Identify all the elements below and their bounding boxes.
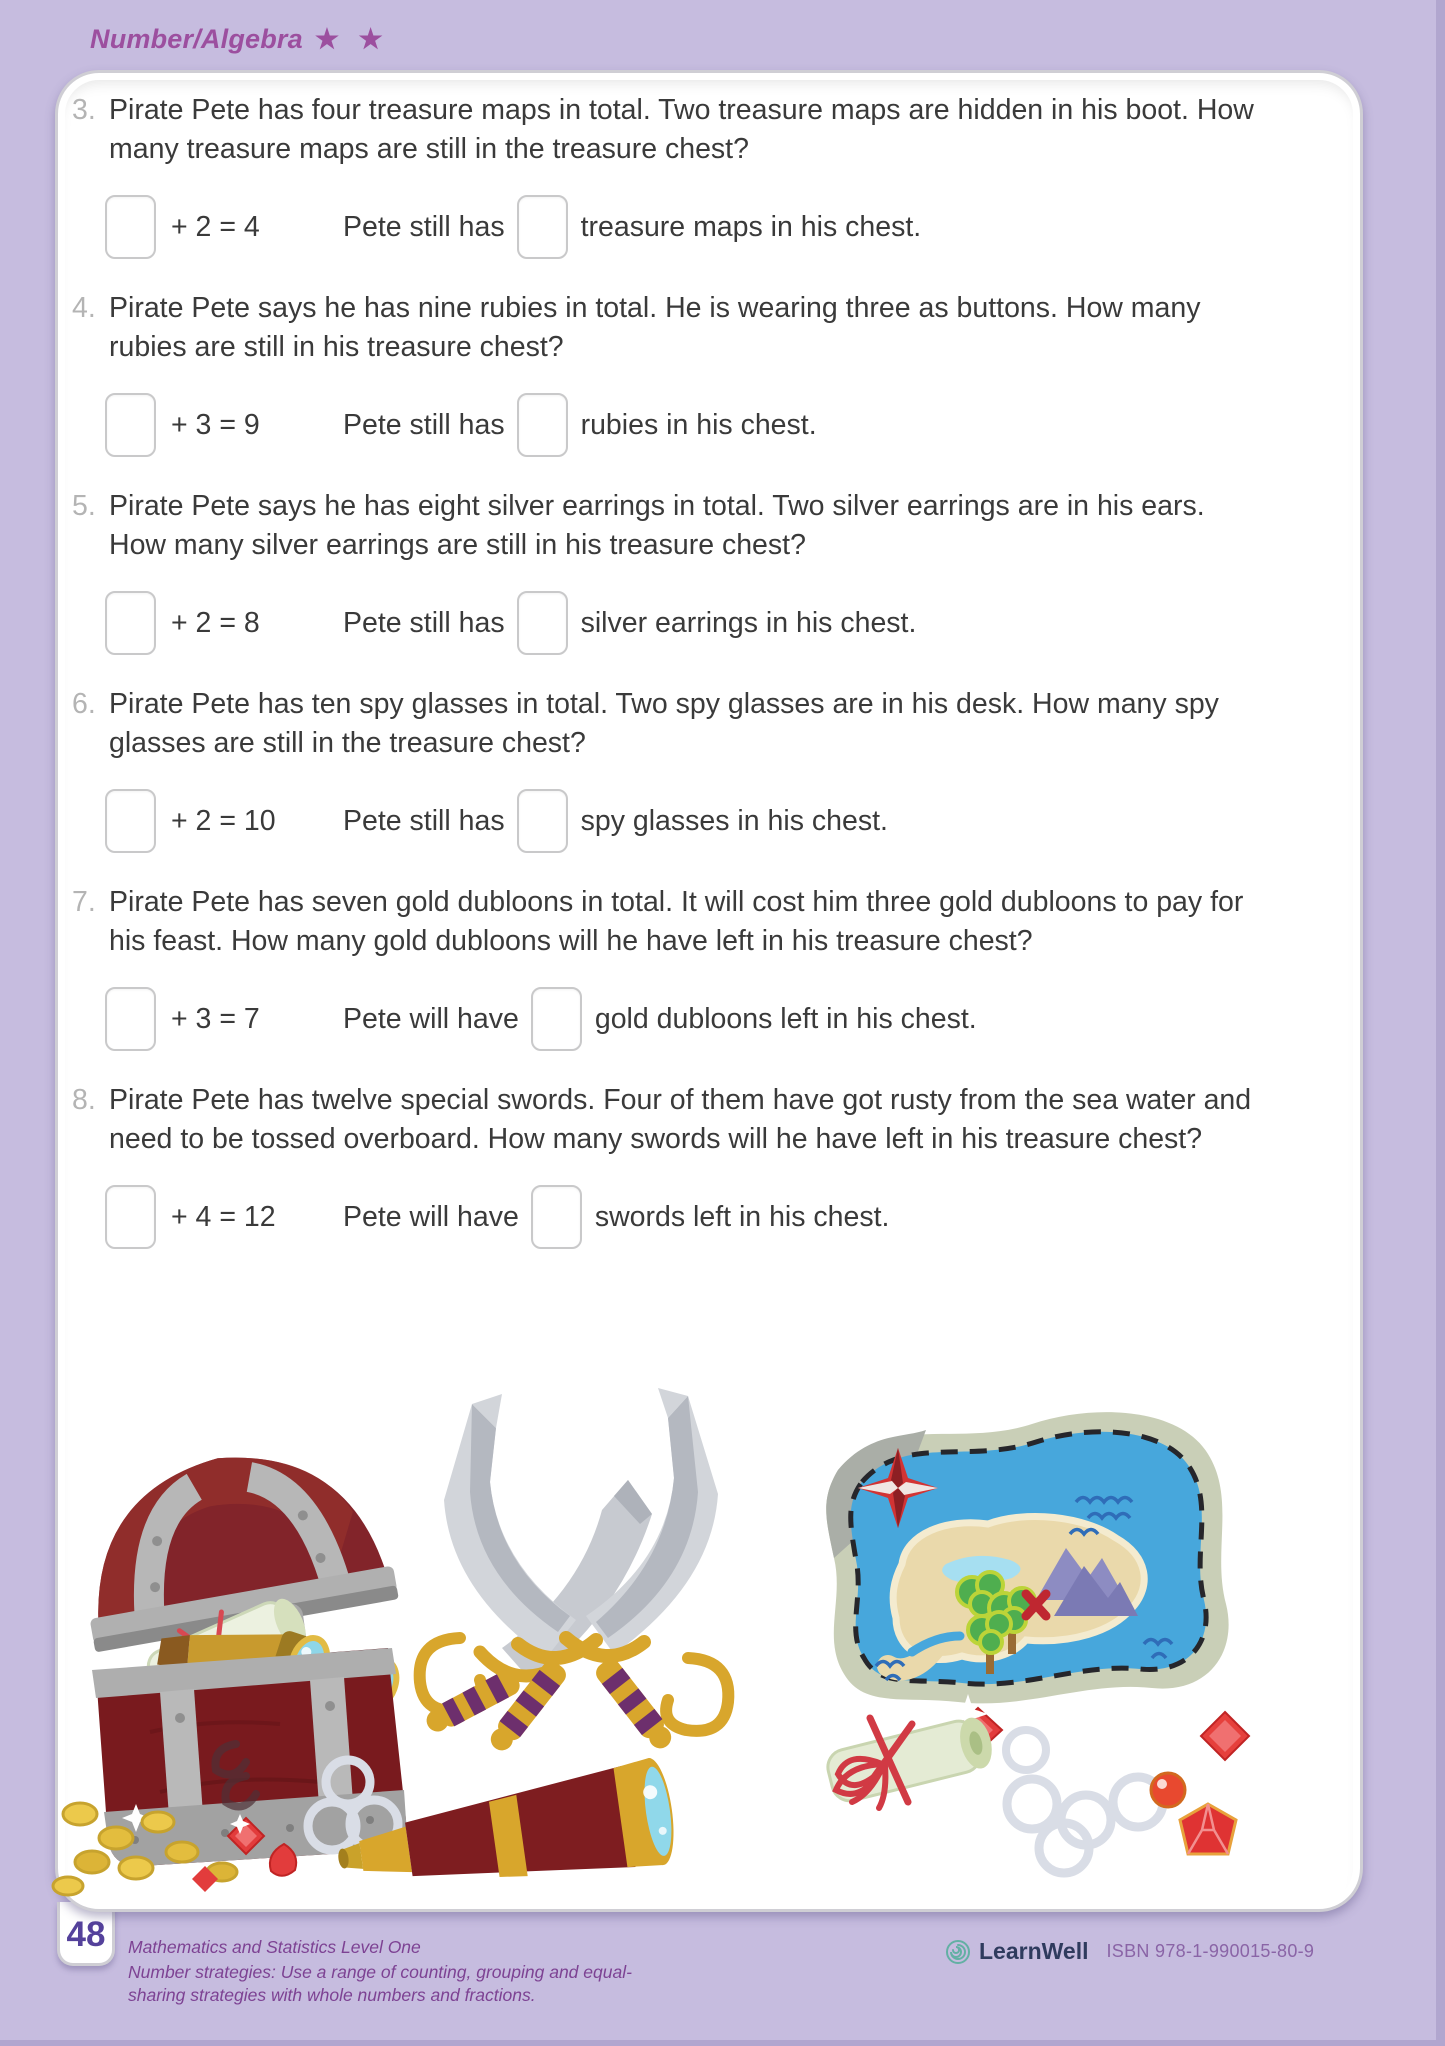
answer-box-equation[interactable] <box>105 789 156 853</box>
question-5 <box>72 487 1312 655</box>
answer-suffix: silver earrings in his chest. <box>580 606 917 639</box>
sparkle-icon <box>667 1770 697 1800</box>
question-number: 7. <box>72 886 96 918</box>
page-edge-shade <box>1436 0 1445 2046</box>
equation-text: + 4 = 12 <box>171 1200 276 1233</box>
strategy-line: Number strategies: Use a range of counting, grouping and equal- <box>128 1962 632 1982</box>
question-number: 6. <box>72 688 96 720</box>
answer-box-count[interactable] <box>517 393 568 457</box>
learnwell-logo-icon <box>945 1939 971 1965</box>
question-text: Pirate Pete has ten spy glasses in total. Two spy glasses are in his desk. How many spy glasses are still in the treasure chest? <box>109 688 1219 759</box>
strategy-line: sharing strategies with whole numbers and fractions. <box>128 1985 536 2005</box>
strand-title: Number/Algebra <box>90 24 303 54</box>
answer-box-equation[interactable] <box>105 393 156 457</box>
equation-text: + 2 = 10 <box>171 804 276 837</box>
question-number: 3. <box>72 94 96 126</box>
page-number: 48 <box>66 1915 106 1954</box>
answer-prefix: Pete still has <box>343 804 505 837</box>
question-8 <box>72 1081 1312 1249</box>
question-3 <box>72 91 1312 259</box>
question-7 <box>72 883 1312 1051</box>
question-text: Pirate Pete says he has eight silver earrings in total. Two silver earrings are in his ears. How many silver earrings are still in his treasure chest? <box>109 490 1205 561</box>
answer-box-equation[interactable] <box>105 591 156 655</box>
answer-prefix: Pete will have <box>343 1002 519 1035</box>
footer-credits <box>128 1936 632 2007</box>
crossed-swords-icon <box>420 1388 729 1756</box>
answer-prefix: Pete still has <box>343 408 505 441</box>
answer-row <box>105 195 1312 259</box>
question-6 <box>72 685 1312 853</box>
equation-text: + 3 = 9 <box>171 408 260 441</box>
question-text: Pirate Pete has four treasure maps in total. Two treasure maps are hidden in his boot. How many treasure maps are still in the treasure chest? <box>109 94 1254 165</box>
answer-row <box>105 591 1312 655</box>
answer-box-equation[interactable] <box>105 195 156 259</box>
answer-box-count[interactable] <box>531 1185 582 1249</box>
publisher-name: LearnWell <box>979 1938 1089 1964</box>
isbn-text: ISBN 978-1-990015-80-9 <box>1106 1941 1315 1961</box>
answer-prefix: Pete still has <box>343 210 505 243</box>
question-number: 4. <box>72 292 96 324</box>
question-number: 5. <box>72 490 96 522</box>
question-text: Pirate Pete has twelve special swords. Four of them have got rusty from the sea water and need to be tossed overboard. How many swords will he have left in his treasure chest? <box>109 1084 1252 1155</box>
page-bottom-shade <box>0 2040 1445 2046</box>
question-number: 8. <box>72 1084 96 1116</box>
answer-suffix: swords left in his chest. <box>594 1200 890 1233</box>
answer-prefix: Pete will have <box>343 1200 519 1233</box>
answer-box-count[interactable] <box>517 789 568 853</box>
answer-suffix: spy glasses in his chest. <box>580 804 888 837</box>
answer-box-equation[interactable] <box>105 1185 156 1249</box>
answer-box-equation[interactable] <box>105 987 156 1051</box>
question-text: Pirate Pete says he has nine rubies in total. He is wearing three as buttons. How many rubies are still in his treasure chest? <box>109 292 1201 363</box>
difficulty-stars: ★ ★ <box>314 24 389 54</box>
answer-suffix: treasure maps in his chest. <box>580 210 922 243</box>
publisher-block <box>945 1938 1314 1965</box>
answer-prefix: Pete still has <box>343 606 505 639</box>
silver-rings-icon <box>1007 1777 1163 1873</box>
series-title: Mathematics and Statistics Level One <box>128 1937 421 1957</box>
question-text: Pirate Pete has seven gold dubloons in total. It will cost him three gold dubloons to pay for his feast. How many gold dubloons will he have left in his treasure chest? <box>109 886 1244 957</box>
answer-row <box>105 789 1312 853</box>
equation-text: + 2 = 4 <box>171 210 260 243</box>
answer-row <box>105 393 1312 457</box>
answer-row <box>105 1185 1312 1249</box>
red-gems-icon <box>1151 1708 1249 1854</box>
treasure-map-icon <box>826 1412 1228 1703</box>
equation-text: + 2 = 8 <box>171 606 260 639</box>
answer-suffix: rubies in his chest. <box>580 408 817 441</box>
answer-box-count[interactable] <box>517 195 568 259</box>
page-header <box>90 24 389 55</box>
question-list <box>58 73 1360 1249</box>
answer-box-count[interactable] <box>531 987 582 1051</box>
equation-text: + 3 = 7 <box>171 1002 260 1035</box>
pirate-illustration <box>40 1352 1320 1897</box>
tied-scroll-icon <box>824 1714 997 1808</box>
question-4 <box>72 289 1312 457</box>
answer-suffix: gold dubloons left in his chest. <box>594 1002 977 1035</box>
answer-row <box>105 987 1312 1051</box>
answer-box-count[interactable] <box>517 591 568 655</box>
